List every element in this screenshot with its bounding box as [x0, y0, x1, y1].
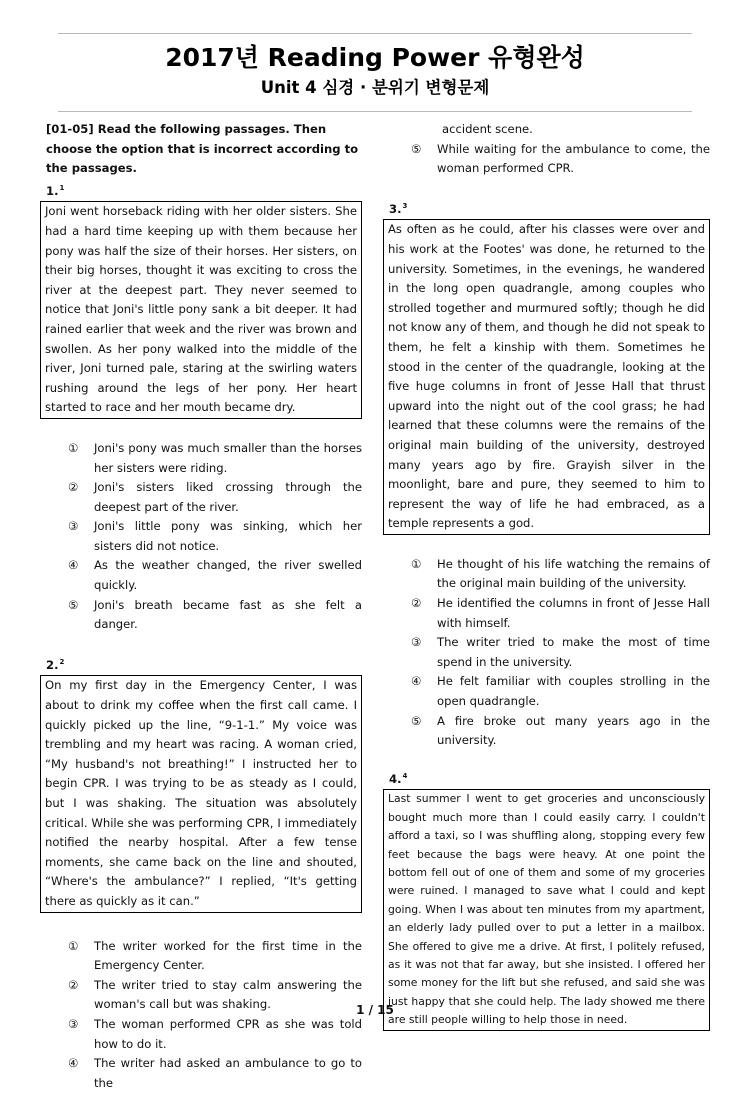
- question-3-number: 3.$^3$: [389, 201, 408, 216]
- question-1-passage: Joni went horseback riding with her older sisters. She had a hard time keeping up with them because her pony was half the size of their horses. Her sisters, on their big horses, thought it was exciting to cross the river at the deepest part. They never seemed to notice that Joni's little pony sank a bit deeper. It had rained earlier that week and the river was brown and swollen. As her pony walked into the middle of the river, Joni turned pale, staring at the swirling waters rushing around the legs of her pony. Her heart started to race and her mouth became dry.: [40, 201, 362, 419]
- option-item[interactable]: ③ The writer tried to make the most of time spend in the university.: [411, 635, 710, 669]
- option-item[interactable]: ① The writer worked for the first time in the Emergency Center.: [68, 938, 362, 973]
- right-column: [383, 120, 710, 1031]
- option-item[interactable]: ⑤ Joni's breath became fast as she felt a danger.: [68, 597, 362, 632]
- option-item[interactable]: ⑤ While waiting for the ambulance to come, the woman performed CPR.: [411, 141, 710, 176]
- footnote-marker: 4: [402, 771, 408, 780]
- question-3-options: [383, 555, 710, 751]
- question-2-options-cont: [383, 140, 710, 179]
- option-continuation: accident scene.: [442, 122, 533, 136]
- left-column: [40, 120, 362, 1093]
- option-item[interactable]: ② The writer tried to stay calm answering the woman's call but was shaking.: [68, 977, 362, 1012]
- option-item[interactable]: ④ The writer had asked an ambulance to go to the: [68, 1056, 362, 1090]
- footnote-marker: 2: [59, 657, 65, 666]
- footnote-marker: 3: [402, 201, 408, 210]
- option-item[interactable]: ① He thought of his life watching the remains of the original main building of the university.: [411, 556, 710, 591]
- option-item[interactable]: ① Joni's pony was much smaller than the horses her sisters were riding.: [68, 440, 362, 475]
- option-item[interactable]: ④ As the weather changed, the river swelled quickly.: [68, 558, 362, 593]
- option-item[interactable]: ② Joni's sisters liked crossing through the deepest part of the river.: [68, 480, 362, 514]
- option-item[interactable]: ③ Joni's little pony was sinking, which her sisters did not notice.: [68, 519, 362, 553]
- question-4-passage: Last summer I went to get groceries and unconsciously bought much more than I could easily carry. I couldn't afford a taxi, so I was shuffling along, stopping every few feet because the bags were heavy. At one point the bottom fell out of one of them and some of my groceries were ruined. I managed to save what I could and kept going. When I was about ten minutes from my apartment, an elderly lady pulled over to put a letter in a mailbox. She offered to give me a drive. At first, I politely refused, as it was not that far away, but she insisted. I offered her some money for the lift but she refused, and said she was just happy that she could help. The lady showed me there are still people willing to help those in need.: [383, 789, 710, 1030]
- question-1-options: [40, 439, 362, 635]
- page-title: 2017년 Reading Power 유형완성: [165, 43, 585, 72]
- question-4-number: 4.$^4$: [389, 771, 408, 786]
- instruction: [01-05] Read the following passages. Then choose the option that is incorrect according to the passages.: [46, 122, 359, 176]
- option-item[interactable]: ② He identified the columns in front of Jesse Hall with himself.: [411, 596, 710, 630]
- option-item[interactable]: ④ He felt familiar with couples strolling in the open quadrangle.: [411, 674, 710, 709]
- question-3-passage: As often as he could, after his classes were over and his work at the Footes' was done, he returned to the university. Sometimes, in the evenings, he wandered in the long open quadrangle, among couples who strolled together and murmured softly; though he did not know any of them, and though he did not speak to them, he felt a kinship with them. Sometimes he stood in the center of the quadrangle, looking at the five huge columns in front of Jesse Hall that thrust upward into the night out of the cool grass; he had learned that these columns were the remains of the original main building of the university, destroyed many years ago by fire. Grayish silver in the moonlight, bare and pure, they seemed to him to represent the way of life he had embraced, as a temple represents a god.: [383, 219, 710, 535]
- question-2-passage: On my first day in the Emergency Center, I was about to drink my coffee when the first call came. I quickly picked up the line, “9-1-1.” My voice was trembling and my heart was racing. A woman cried, “My husband's not breathing!” I instructed her to begin CPR. I was trying to be as steady as I could, but I was shaking. The situation was absolutely critical. While she was performing CPR, I immediately notified the nearby hospital. After a few tense moments, she came back on the line and shouted, “Where's the ambulance?” I replied, “It's getting there as quickly as it can.”: [40, 675, 362, 912]
- option-item[interactable]: ⑤ A fire broke out many years ago in the university.: [411, 713, 710, 748]
- header-rule: [58, 111, 692, 112]
- option-item[interactable]: ③ The woman performed CPR as she was told how to do it.: [68, 1016, 362, 1051]
- question-2-number: 2.$^2$: [46, 657, 65, 672]
- footnote-marker: 1: [59, 183, 65, 192]
- question-1-number: 1.$^1$: [46, 183, 65, 198]
- page-number: 1 / 15: [356, 1003, 394, 1017]
- top-rule: [58, 33, 692, 34]
- page-subtitle: Unit 4 심경 · 분위기 변형문제: [260, 78, 490, 97]
